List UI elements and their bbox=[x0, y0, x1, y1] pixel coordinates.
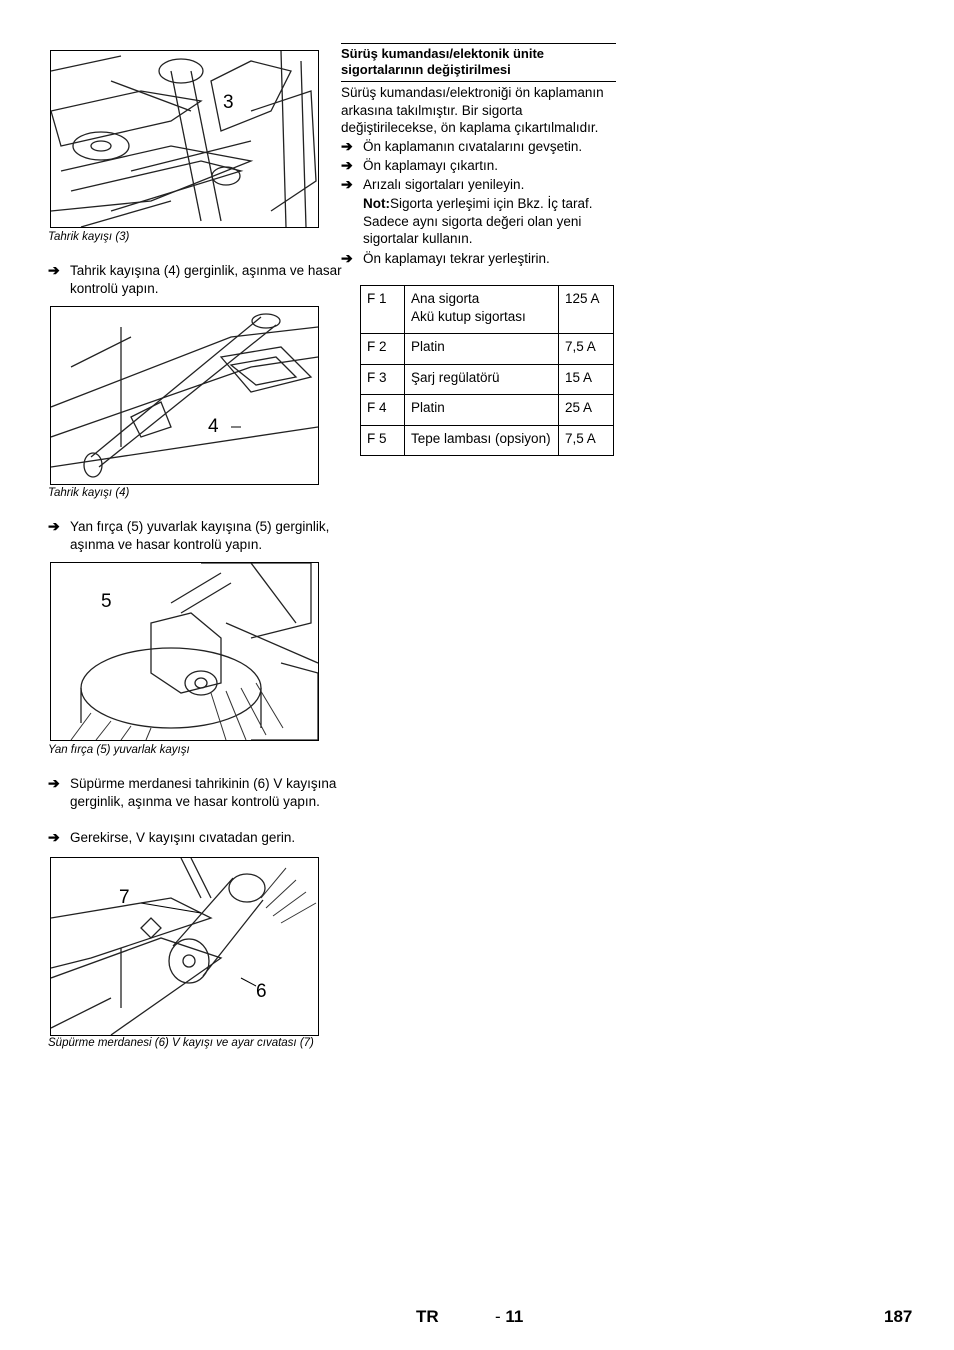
figure-sweeper-v-belt-6-7-drawing bbox=[51, 858, 318, 1035]
fuse-id: F 4 bbox=[361, 395, 405, 426]
table-row bbox=[361, 425, 614, 456]
caption-drive-belt-4: Tahrik kayışı (4) bbox=[48, 487, 130, 499]
callout-7: 7 bbox=[119, 887, 130, 908]
fuse-value: 7,5 A bbox=[559, 425, 614, 456]
callout-4: 4 bbox=[208, 416, 219, 437]
footer-section-number: - 11 bbox=[495, 1307, 524, 1326]
callout-5: 5 bbox=[101, 591, 112, 612]
step-remove-cover: ➔ Ön kaplamayı çıkartın. bbox=[341, 157, 499, 173]
section-title-fuse-replacement: Sürüş kumandası/elektonik ünite sigortalarının değiştirilmesi bbox=[341, 43, 616, 82]
arrow-right-icon: ➔ bbox=[341, 176, 353, 192]
caption-side-brush-belt-5: Yan fırça (5) yuvarlak kayışı bbox=[48, 744, 190, 756]
arrow-right-icon: ➔ bbox=[48, 262, 60, 278]
fuse-value: 25 A bbox=[559, 395, 614, 426]
footer-page-number: 187 bbox=[884, 1307, 913, 1326]
figure-drive-belt-3 bbox=[50, 50, 319, 228]
table-row bbox=[361, 286, 614, 334]
arrow-right-icon: ➔ bbox=[341, 138, 353, 154]
callout-3: 3 bbox=[223, 92, 234, 113]
step-refit-cover: ➔ Ön kaplamayı tekrar yerleştirin. bbox=[341, 250, 550, 266]
table-row bbox=[361, 395, 614, 426]
fuse-description: Şarj regülatörü bbox=[405, 364, 559, 395]
caption-drive-belt-3: Tahrik kayışı (3) bbox=[48, 231, 130, 243]
fuse-id: F 1 bbox=[361, 286, 405, 334]
table-row bbox=[361, 334, 614, 365]
fuse-description: Platin bbox=[405, 334, 559, 365]
fuse-note bbox=[363, 195, 616, 248]
fuse-value: 15 A bbox=[559, 364, 614, 395]
table-row bbox=[361, 364, 614, 395]
step-tension-v-belt: ➔ Gerekirse, V kayışını cıvatadan gerin. bbox=[48, 829, 296, 845]
fuse-value: 125 A bbox=[559, 286, 614, 334]
arrow-right-icon: ➔ bbox=[341, 250, 353, 266]
figure-drive-belt-3-drawing bbox=[51, 51, 318, 227]
arrow-right-icon: ➔ bbox=[48, 829, 60, 845]
fuse-id: F 3 bbox=[361, 364, 405, 395]
fuse-id: F 2 bbox=[361, 334, 405, 365]
figure-drive-belt-4-drawing bbox=[51, 307, 318, 484]
footer-language: TR bbox=[416, 1307, 439, 1326]
figure-side-brush-belt-5 bbox=[50, 562, 319, 741]
figure-sweeper-v-belt-6-7 bbox=[50, 857, 319, 1036]
note-label: Not: bbox=[363, 196, 390, 211]
fuse-description: Ana sigorta Akü kutup sigortası bbox=[405, 286, 559, 334]
step-check-drive-belt: ➔ Tahrik kayışına (4) gerginlik, aşınma ve hasar kontrolü yapın. bbox=[48, 262, 342, 296]
caption-sweeper-v-belt-6-7: Süpürme merdanesi (6) V kayışı ve ayar cıvatası (7) bbox=[48, 1037, 314, 1049]
arrow-right-icon: ➔ bbox=[48, 518, 60, 534]
arrow-right-icon: ➔ bbox=[48, 775, 60, 791]
step-check-side-brush-belt: ➔ Yan fırça (5) yuvarlak kayışına (5) gerginlik, aşınma ve hasar kontrolü yapın. bbox=[48, 518, 330, 552]
note-text: Sigorta yerleşimi için Bkz. İç taraf. Sadece aynı sigorta değeri olan yeni sigortalar kullanın. bbox=[363, 196, 593, 246]
fuse-value: 7,5 A bbox=[559, 334, 614, 365]
fuse-table bbox=[360, 285, 614, 456]
fuse-description: Platin bbox=[405, 395, 559, 426]
arrow-right-icon: ➔ bbox=[341, 157, 353, 173]
step-loosen-cover-screws: ➔ Ön kaplamanın cıvatalarını gevşetin. bbox=[341, 138, 583, 154]
callout-6: 6 bbox=[256, 981, 267, 1002]
figure-drive-belt-4 bbox=[50, 306, 319, 485]
figure-side-brush-belt-5-drawing bbox=[51, 563, 318, 740]
fuse-intro-paragraph: Sürüş kumandası/elektroniği ön kaplamanın arkasına takılmıştır. Bir sigorta değiştirilecekse, ön kaplama çıkartılmalıdır. bbox=[341, 85, 604, 135]
step-replace-fuses: ➔ Arızalı sigortaları yenileyin. bbox=[341, 176, 525, 192]
step-check-sweeper-v-belt: ➔ Süpürme merdanesi tahrikinin (6) V kayışına gerginlik, aşınma ve hasar kontrolü yapın. bbox=[48, 775, 337, 809]
fuse-description: Tepe lambası (opsiyon) bbox=[405, 425, 559, 456]
fuse-id: F 5 bbox=[361, 425, 405, 456]
